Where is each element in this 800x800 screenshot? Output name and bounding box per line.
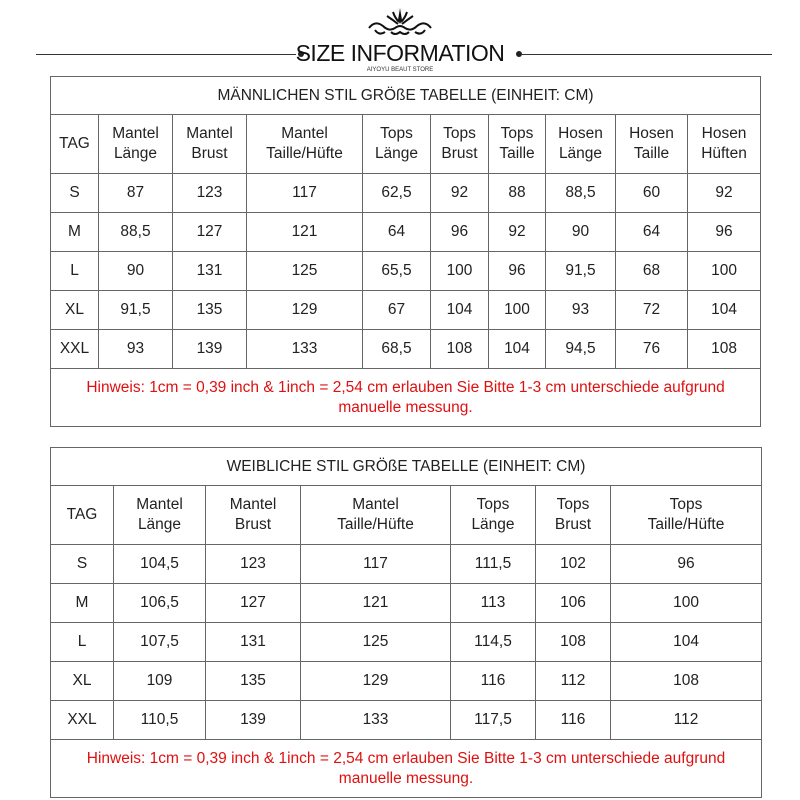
header-line-1: Mantel	[186, 125, 233, 142]
note-line-1: Hinweis: 1cm = 0,39 inch & 1inch = 2,54 cm erlauben Sie Bitte 1-3 cm unterschiede aufgrund	[86, 378, 725, 396]
size-value: 110,5	[114, 701, 206, 740]
size-value: 100	[489, 291, 546, 330]
size-value: 131	[173, 252, 247, 291]
size-value: 92	[688, 174, 761, 213]
size-value: 123	[173, 174, 247, 213]
size-value: 104,5	[114, 545, 206, 584]
header-line-2: Hüften	[701, 145, 747, 162]
size-value: 64	[363, 213, 431, 252]
men-size-table	[50, 76, 761, 427]
column-header	[431, 115, 489, 174]
size-value: 93	[99, 330, 173, 369]
size-value: 112	[536, 662, 611, 701]
header-line-2: Taille/Hüfte	[647, 516, 725, 533]
size-value: 121	[247, 213, 363, 252]
column-header	[301, 486, 451, 545]
size-value: 139	[173, 330, 247, 369]
size-value: 92	[431, 174, 489, 213]
column-header	[363, 115, 431, 174]
size-tag: S	[51, 174, 99, 213]
size-value: 91,5	[99, 291, 173, 330]
size-tag: XL	[51, 291, 99, 330]
size-value: 96	[688, 213, 761, 252]
divider-right	[522, 54, 772, 55]
size-value: 107,5	[114, 623, 206, 662]
size-information-header	[0, 40, 800, 76]
table-row	[51, 252, 761, 291]
header-row	[51, 486, 762, 545]
table-row	[51, 545, 762, 584]
header-line-2: Taille/Hüfte	[337, 516, 414, 533]
header-line-2: Länge	[113, 145, 158, 162]
size-value: 108	[431, 330, 489, 369]
table-row	[51, 701, 762, 740]
header-row	[51, 115, 761, 174]
size-value: 88,5	[546, 174, 616, 213]
header-line-2: Länge	[558, 145, 603, 162]
size-value: 116	[451, 662, 536, 701]
size-tag: XXL	[51, 701, 114, 740]
size-value: 106,5	[114, 584, 206, 623]
store-name: AIYOYU BEAUT STORE	[366, 67, 434, 73]
size-value: 108	[611, 662, 762, 701]
size-value: 93	[546, 291, 616, 330]
header-line-1: Tops	[556, 496, 590, 513]
women-size-table	[50, 447, 762, 798]
size-value: 114,5	[451, 623, 536, 662]
table-row	[51, 213, 761, 252]
column-header	[616, 115, 688, 174]
header-line-1: Mantel	[352, 496, 399, 513]
size-tag: XL	[51, 662, 114, 701]
size-value: 123	[206, 545, 301, 584]
header-line-1: Mantel	[136, 496, 183, 513]
header-line-2: Brust	[234, 516, 272, 533]
size-tag: L	[51, 252, 99, 291]
size-value: 96	[611, 545, 762, 584]
size-value: 67	[363, 291, 431, 330]
ornament-icon	[365, 6, 435, 40]
size-value: 91,5	[546, 252, 616, 291]
header-line-1: Tops	[380, 125, 413, 142]
size-tag: S	[51, 545, 114, 584]
column-header	[688, 115, 761, 174]
column-header	[99, 115, 173, 174]
size-value: 129	[301, 662, 451, 701]
header-line-2: Brust	[441, 145, 478, 162]
measurement-note	[51, 369, 761, 427]
size-value: 133	[247, 330, 363, 369]
header-line-2: Taille	[633, 145, 670, 162]
size-value: 113	[451, 584, 536, 623]
size-value: 100	[611, 584, 762, 623]
header-line-2: Länge	[137, 516, 182, 533]
column-header	[247, 115, 363, 174]
column-header	[173, 115, 247, 174]
table-title: WEIBLICHE STIL GRÖßE TABELLE (EINHEIT: CM)	[51, 448, 762, 486]
size-value: 135	[206, 662, 301, 701]
column-header	[546, 115, 616, 174]
size-value: 108	[536, 623, 611, 662]
header-line-1: Tops	[476, 496, 510, 513]
size-value: 96	[431, 213, 489, 252]
size-value: 96	[489, 252, 546, 291]
column-header	[611, 486, 762, 545]
column-header	[451, 486, 536, 545]
size-value: 87	[99, 174, 173, 213]
header-line-2: Taille/Hüfte	[266, 145, 343, 162]
table-row	[51, 623, 762, 662]
header-line-1: Tops	[443, 125, 476, 142]
header-line-2: Länge	[471, 516, 515, 533]
size-value: 139	[206, 701, 301, 740]
size-value: 108	[688, 330, 761, 369]
size-tag: XXL	[51, 330, 99, 369]
header-line-1: Tops	[500, 125, 534, 142]
size-value: 72	[616, 291, 688, 330]
header-line-1: TAG	[59, 135, 90, 152]
size-value: 90	[546, 213, 616, 252]
header-line-2: Brust	[191, 145, 228, 162]
header-line-1: Hosen	[701, 125, 747, 142]
size-value: 64	[616, 213, 688, 252]
size-tag: M	[51, 584, 114, 623]
measurement-note	[51, 740, 762, 798]
note-line-1: Hinweis: 1cm = 0,39 inch & 1inch = 2,54 cm erlauben Sie Bitte 1-3 cm unterschiede aufgrund	[86, 749, 726, 767]
size-value: 135	[173, 291, 247, 330]
size-value: 65,5	[363, 252, 431, 291]
size-value: 117,5	[451, 701, 536, 740]
size-value: 106	[536, 584, 611, 623]
size-value: 88,5	[99, 213, 173, 252]
header-line-1: Hosen	[558, 125, 603, 142]
size-value: 125	[301, 623, 451, 662]
column-header	[536, 486, 611, 545]
header-line-1: Mantel	[229, 496, 277, 513]
table-row	[51, 584, 762, 623]
size-value: 88	[489, 174, 546, 213]
size-value: 112	[611, 701, 762, 740]
size-value: 133	[301, 701, 451, 740]
column-header	[51, 115, 99, 174]
header-line-1: Mantel	[112, 125, 159, 142]
size-tag: L	[51, 623, 114, 662]
size-value: 100	[431, 252, 489, 291]
size-tag: M	[51, 213, 99, 252]
size-value: 68	[616, 252, 688, 291]
size-value: 92	[489, 213, 546, 252]
header-line-1: Tops	[669, 496, 703, 513]
column-header	[114, 486, 206, 545]
page-title: SIZE INFORMATION	[295, 40, 505, 66]
size-value: 127	[206, 584, 301, 623]
size-value: 94,5	[546, 330, 616, 369]
size-value: 104	[489, 330, 546, 369]
size-value: 125	[247, 252, 363, 291]
note-line-2: manuelle messung.	[338, 398, 473, 416]
size-value: 102	[536, 545, 611, 584]
table-row	[51, 330, 761, 369]
size-value: 104	[688, 291, 761, 330]
size-value: 129	[247, 291, 363, 330]
size-value: 104	[431, 291, 489, 330]
header-line-1: TAG	[66, 506, 98, 523]
size-value: 100	[688, 252, 761, 291]
column-header	[206, 486, 301, 545]
size-value: 68,5	[363, 330, 431, 369]
column-header	[51, 486, 114, 545]
header-line-2: Länge	[374, 145, 419, 162]
size-value: 131	[206, 623, 301, 662]
header-line-1: Mantel	[281, 125, 328, 142]
size-value: 62,5	[363, 174, 431, 213]
table-title: MÄNNLICHEN STIL GRÖßE TABELLE (EINHEIT: CM)	[51, 77, 761, 115]
size-value: 116	[536, 701, 611, 740]
header-line-2: Taille	[499, 145, 535, 162]
note-line-2: manuelle messung.	[338, 769, 474, 787]
size-value: 104	[611, 623, 762, 662]
table-row	[51, 662, 762, 701]
size-value: 76	[616, 330, 688, 369]
size-value: 127	[173, 213, 247, 252]
column-header	[489, 115, 546, 174]
header-line-1: Hosen	[629, 125, 674, 142]
size-value: 111,5	[451, 545, 536, 584]
size-value: 121	[301, 584, 451, 623]
table-row	[51, 174, 761, 213]
header-line-2: Brust	[554, 516, 592, 533]
table-row	[51, 291, 761, 330]
size-value: 60	[616, 174, 688, 213]
size-value: 90	[99, 252, 173, 291]
size-value: 117	[247, 174, 363, 213]
size-value: 117	[301, 545, 451, 584]
size-value: 109	[114, 662, 206, 701]
